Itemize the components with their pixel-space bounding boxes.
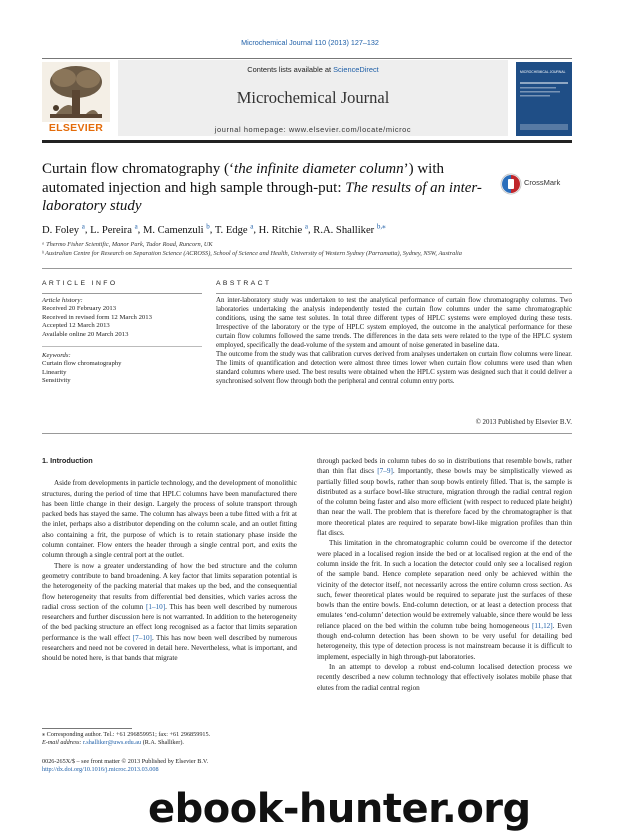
author[interactable]: T. Edge $^a$: [214, 222, 254, 236]
cover-graphic-icon: [516, 62, 572, 136]
title-part-2: ’) with automated injection and high sample through-put:: [42, 161, 445, 196]
article-info-heading: ARTICLE INFO: [42, 280, 118, 287]
journal-cover-thumbnail[interactable]: [516, 62, 572, 136]
title-part-1: Curtain flow chromatography (‘: [42, 161, 235, 177]
front-matter: [42, 758, 342, 774]
section-heading: 1. Introduction: [42, 456, 93, 465]
body-column-left: [42, 456, 297, 664]
email-label: E-mail address:: [42, 739, 84, 747]
article-info-rule: [42, 293, 202, 294]
body-paragraph: Aside from developments in particle technology, and the development of monolithic structures, during the period of time that HPLC columns have been manufactured there has been little change in their design. Largely the process of solute transport through packed beds has stayed the same. The column has always been a tube fitted with a frit at the inlet, perhaps also a distributor depending on the column scale, and an outlet fitting also containing a frit, the purpose of which is to retain stationary phase inside the column container. Flow enters the header through a single central port, and exits the column through a single central port at the outlet.: [42, 479, 297, 560]
email-link[interactable]: r.shalliker@uws.edu.au: [83, 739, 142, 747]
journal-homepage[interactable]: journal homepage: www.elsevier.com/locate/microc: [214, 125, 412, 134]
watermark: ebook-hunter.org: [148, 786, 531, 832]
abstract-paragraph: The outcome from the study was that calibration curves derived from analyses undertaken on curtain flow columns were linear. The limits of quantification and detection were almost three times lower when curtain flow columns were used than when standard columns where used. The best results were obtained when the HPLC system was designed such that it could deliver a synchronised solvent flow through both the peripheral and central column entry ports.: [216, 350, 572, 386]
body-column-right: [317, 456, 572, 693]
sciencedirect-link[interactable]: ScienceDirect: [333, 65, 379, 74]
author[interactable]: L. Pereira $^a$: [90, 222, 138, 236]
article-history: [42, 297, 202, 339]
issn-line: 0026-265X/$ – see front matter © 2013 Published by Elsevier B.V.: [42, 758, 209, 765]
citation-link[interactable]: [7–10]: [132, 633, 152, 642]
crossmark-badge[interactable]: [500, 173, 572, 195]
citation-link[interactable]: [7–9]: [377, 467, 393, 476]
history-label: Article history:: [42, 297, 83, 304]
keywords: [42, 352, 202, 386]
abstract-copyright: © 2013 Published by Elsevier B.V.: [475, 419, 572, 426]
body-paragraph: In an attempt to develop a robust end-column localised detection process we recently described a new column technology that effectively isolates mobile phase that elutes from the radial central region: [317, 662, 572, 692]
abstract-heading: ABSTRACT: [216, 280, 272, 287]
author[interactable]: M. Camenzuli $^b$: [142, 222, 210, 236]
citation-link[interactable]: [1–10]: [145, 602, 166, 611]
abstract-rule: [216, 293, 572, 294]
author[interactable]: H. Ritchie $^a$: [258, 222, 308, 236]
author[interactable]: R.A. Shalliker $^{b,⁎}$: [313, 222, 386, 236]
crossmark-icon: [500, 173, 522, 195]
footnote-rule: [42, 728, 132, 729]
header-bottom-rule: [42, 140, 572, 143]
journal-title: Microchemical Journal: [236, 88, 390, 107]
history-item: Available online 20 March 2013: [42, 330, 129, 338]
article-title: [42, 160, 502, 216]
abstract-paragraph: An inter-laboratory study was undertaken to test the analytical performance of curtain flow chromatography columns. Two laboratories undertaking the analysis independently tested the curtain flow columns under the same chromatographic conditions, using the same test solutes. In total three different types of HPLC systems were employed during these tests. Irrespective of the laboratory or the type of HPLC system employed, the outcome in the analytical performance for these curtain flow columns followed the same trends. The differences in the data sets were related to the type of the HPLC system employed, specifically the dead-volume of the system and amount of noise generated in baseline data.: [216, 296, 572, 350]
history-item: Accepted 12 March 2013: [42, 322, 110, 330]
contents-available-line: [118, 65, 508, 74]
citation-link[interactable]: [11,12]: [531, 621, 553, 630]
tree-icon: [42, 62, 110, 122]
footnote-contact: ⁎ Corresponding author. Tel.: +61 296859951; fax: +61 296859915.: [42, 731, 211, 738]
keywords-label: Keywords:: [42, 352, 71, 359]
header-top-rule: [42, 58, 572, 59]
title-italic-2: The results of an inter-laboratory study: [42, 179, 482, 214]
elsevier-wordmark: ELSEVIER: [48, 122, 104, 134]
contents-prefix: Contents lists available at: [247, 65, 334, 74]
author-list: D. Foley $^a$, L. Pereira $^a$, M. Camenzuli $^b$, T. Edge $^a$, H. Ritchie $^a$, R.A. Shalliker $^{b,⁎}$: [42, 222, 386, 236]
affiliation-a: ᵃ Thermo Fisher Scientific, Manor Park, Tudor Road, Runcorn, UK: [42, 241, 213, 248]
article-info-divider: [42, 346, 202, 347]
title-italic-1: the infinite diameter column: [234, 161, 404, 177]
affiliation-rule: [42, 268, 572, 269]
journal-reference-link[interactable]: Microchemical Journal 110 (2013) 127–132: [241, 38, 379, 47]
affiliation-b: ᵇ Australian Centre for Research on Separation Science (ACROSS), School of Science and Health, University of Western Sydney (Parramatta), Sydney, NSW, Australia: [42, 250, 462, 257]
body-paragraph: through packed beds in column tubes do so in distributions that resemble bowls, rather than thin flat discs [7–9]. Importantly, these bowls may be simplistically viewed as partially filled soup bowls, rather than soup bowls entirely filled. That is, the sample is distributed as a surface bowl-like structure, migration through the radial central region of the column being faster and also more efficient (with respect to reduced plate height) than near the wall. The problem that is therefore faced by the chromatographer is that more theoretical plates are required to separate bowl-like migration profiles than thin flat discs.: [317, 457, 572, 538]
crossmark-label: CrossMark: [524, 178, 561, 187]
body-paragraph: There is now a greater understanding of how the bed structure and the column geometry contribute to band broadening. A key factor that limits separation potential is the heterogeneity of the packing material that makes up the bed, and the consequential flow heterogeneity that results from differential bed densities, which varies across the radial cross section of the column [1–10]. This has been well described by numerous researchers and further discussion here is not warranted. In addition to the heterogeneity of the bed packing structure an effect long recognised as a factor that limits separation performance is the wall effect [7–10]. This has now been well described by numerous researchers and need not be covered in detail here. Nevertheless, what is important, and should be noted here, is that bands that migrate: [42, 561, 297, 663]
history-item: Received in revised form 12 March 2013: [42, 313, 152, 321]
abstract-bottom-rule: [42, 433, 572, 434]
keyword: Sensitivity: [42, 377, 71, 385]
cover-title: MICROCHEMICAL JOURNAL: [520, 70, 566, 74]
abstract-text: [216, 296, 572, 386]
corresponding-author-footnote: [42, 731, 297, 747]
doi-link[interactable]: http://dx.doi.org/10.1016/j.microc.2013.03.008: [42, 766, 159, 774]
keyword: Curtain flow chromatography: [42, 360, 122, 368]
author[interactable]: D. Foley $^a$: [42, 222, 85, 236]
keyword: Linearity: [42, 368, 67, 376]
body-paragraph: This limitation in the chromatographic column could be overcome if the detector were placed in a localised region inside the bed or at localised region at the end of the column inside the frit. In such a location the detector could only see a localised region of the sample band. Hence complete separation need only be achieved within the vicinity of the detector itself, not necessarily across the entire column cross section. As such, fewer theoretical plates would be required to separate just the surfaces of these bowls than the entire bowls. End-column detection, or at least a detection process that emulates ‘end-column’ detection would be extremely valuable, since there would be less reliance placed on the bed within the column tube being homogeneous [11,12]. Even though end-column detection has been shown to be very useful for detailing bed heterogeneity, this type of detection process is not mainstream because it is difficult to implement, especially in high through-put laboratories.: [317, 539, 572, 661]
history-item: Received 20 February 2013: [42, 305, 117, 313]
footnote-email-line: E-mail address: r.shalliker@uws.edu.au (R.A. Shalliker).: [42, 739, 184, 747]
